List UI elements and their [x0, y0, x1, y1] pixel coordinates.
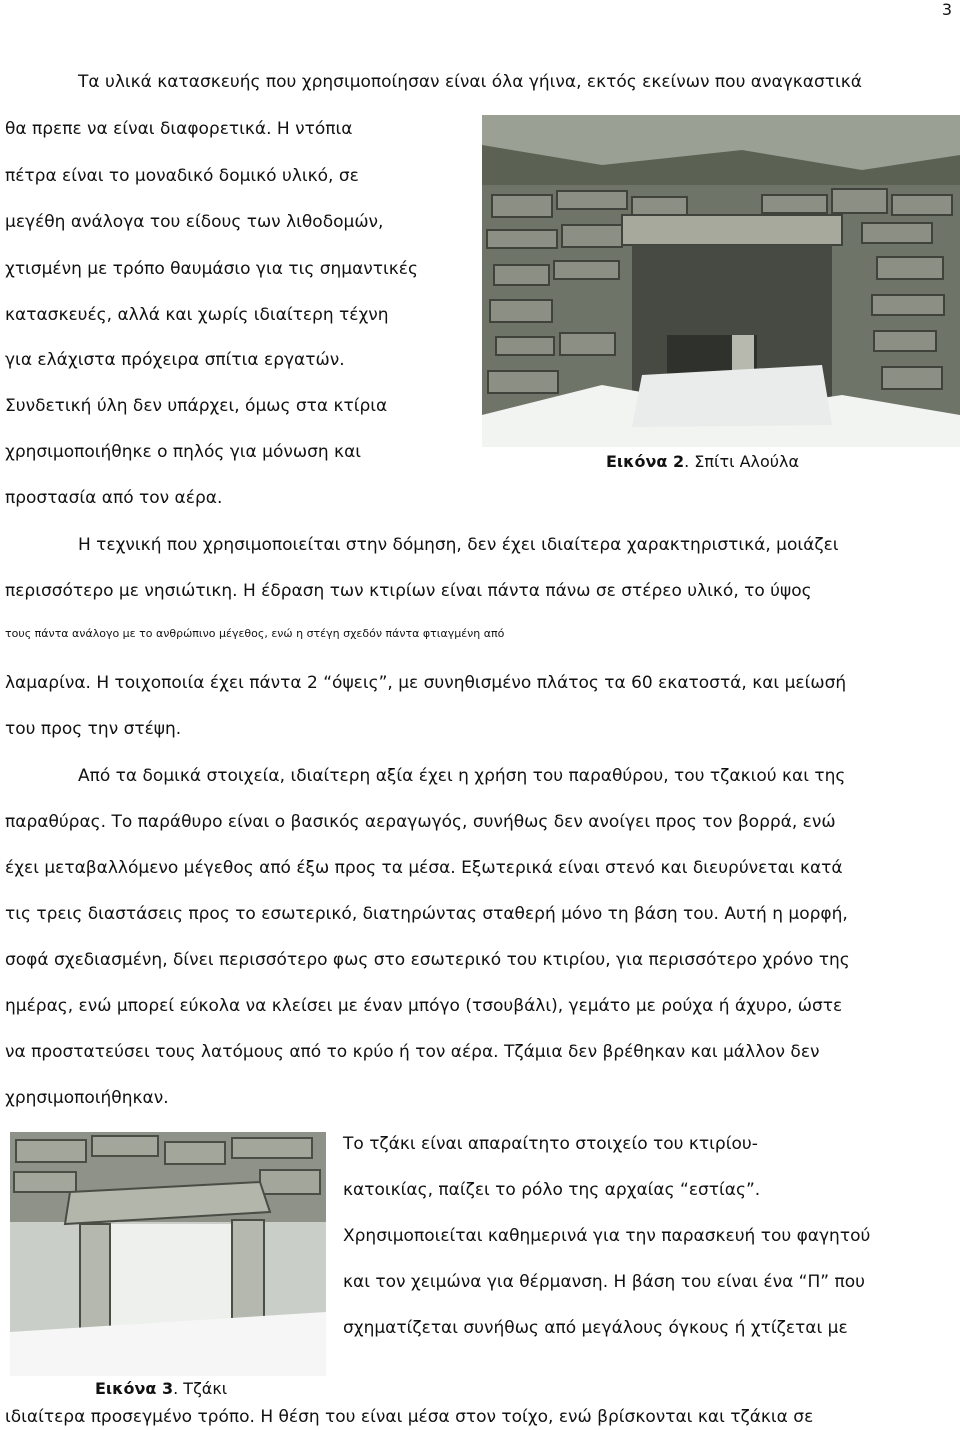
para2-line-2: περισσότερο με νησιώτικη. Η έδραση των κτιρίων είναι πάντα πάνω σε στέρεο υλικό, το ύψος — [5, 581, 812, 601]
para4-line-4: και τον χειμώνα για θέρμανση. Η βάση του είναι ένα “Π” που — [343, 1272, 865, 1292]
fireplace-image — [10, 1132, 326, 1376]
intro-line-7: για ελάχιστα πρόχειρα σπίτια εργατών. — [5, 350, 345, 370]
intro-line-10: προστασία από τον αέρα. — [5, 488, 223, 508]
intro-line-2: θα πρεπε να είναι διαφορετικά. Η ντόπια — [5, 119, 353, 139]
figure-3-caption — [95, 1379, 227, 1398]
intro-line-8: Συνδετική ύλη δεν υπάρχει, όμως στα κτίρια — [5, 396, 388, 416]
para3-line-6: ημέρας, ενώ μπορεί εύκολα να κλείσει με έναν μπόγο (τσουβάλι), γεμάτο με ρούχα ή άχυρο, ώστε — [5, 996, 843, 1016]
para4-line-5: σχηματίζεται συνήθως από μεγάλους όγκους ή χτίζεται με — [343, 1318, 848, 1338]
figure-2-caption — [606, 452, 799, 471]
para2-line-3: τους πάντα ανάλογο με το ανθρώπινο μέγεθος, ενώ η στέγη σχεδόν πάντα φτιαγμένη από — [5, 627, 505, 640]
intro-line-6: κατασκευές, αλλά και χωρίς ιδιαίτερη τέχνη — [5, 305, 389, 325]
intro-line-9: χρησιμοποιήθηκε ο πηλός για μόνωση και — [5, 442, 362, 462]
figure-2-label: Εικόνα 2 — [606, 452, 685, 471]
para2-line-1: Η τεχνική που χρησιμοποιείται στην δόμηση, δεν έχει ιδιαίτερα χαρακτηριστικά, μοιάζει — [78, 535, 839, 555]
intro-line-4: μεγέθη ανάλογα του είδους των λιθοδομών, — [5, 212, 384, 232]
figure-3-caption-text: . Τζάκι — [173, 1379, 228, 1398]
para3-line-3: έχει μεταβαλλόμενο μέγεθος από έξω προς τα μέσα. Εξωτερικά είναι στενό και διευρύνεται κατά — [5, 858, 843, 878]
page-number: 3 — [941, 0, 952, 19]
figure-2-photo — [482, 115, 960, 447]
para4-line-2: κατοικίας, παίζει το ρόλο της αρχαίας “εστίας”. — [343, 1180, 761, 1200]
intro-line-5: χτισμένη με τρόπο θαυμάσιο για τις σημαντικές — [5, 259, 418, 279]
para3-line-7: να προστατεύσει τους λατόμους από το κρύο ή τον αέρα. Τζάμια δεν βρέθηκαν και μάλλον δεν — [5, 1042, 820, 1062]
para4-line-3: Χρησιμοποιείται καθημερινά για την παρασκευή του φαγητού — [343, 1226, 871, 1246]
para4-line-1: Το τζάκι είναι απαραίτητο στοιχείο του κτιρίου- — [343, 1134, 758, 1154]
para3-line-1: Από τα δομικά στοιχεία, ιδιαίτερη αξία έχει η χρήση του παραθύρου, του τζακιού και της — [78, 766, 846, 786]
para3-line-8: χρησιμοποιήθηκαν. — [5, 1088, 169, 1108]
figure-3-photo — [10, 1132, 326, 1376]
para3-line-4: τις τρεις διαστάσεις προς το εσωτερικό, διατηρώντας σταθερή μόνο τη βάση του. Αυτή η μορφή, — [5, 904, 848, 924]
para3-line-2: παραθύρας. Το παράθυρο είναι ο βασικός αεραγωγός, συνήθως δεν ανοίγει προς τον βορρά, ενώ — [5, 812, 836, 832]
intro-line-1: Τα υλικά κατασκευής που χρησιμοποίησαν είναι όλα γήινα, εκτός εκείνων που αναγκαστικά — [78, 72, 862, 92]
intro-line-3: πέτρα είναι το μοναδικό δομικό υλικό, σε — [5, 166, 359, 186]
para4-line-6: ιδιαίτερα προσεγμένο τρόπο. Η θέση του είναι μέσα στον τοίχο, ενώ βρίσκονται και τζάκια σε — [5, 1407, 814, 1427]
para3-line-5: σοφά σχεδιασμένη, δίνει περισσότερο φως στο εσωτερικό του κτιρίου, για περισσότερο χρόνο της — [5, 950, 850, 970]
para2-line-4: λαμαρίνα. Η τοιχοποιία έχει πάντα 2 “όψεις”, με συνηθισμένο πλάτος τα 60 εκατοστά, και μείωσή — [5, 673, 847, 693]
para2-line-5: του προς την στέψη. — [5, 719, 182, 739]
figure-2-caption-text: . Σπίτι Αλούλα — [684, 452, 800, 471]
stone-house-image — [482, 115, 960, 447]
figure-3-label: Εικόνα 3 — [95, 1379, 174, 1398]
